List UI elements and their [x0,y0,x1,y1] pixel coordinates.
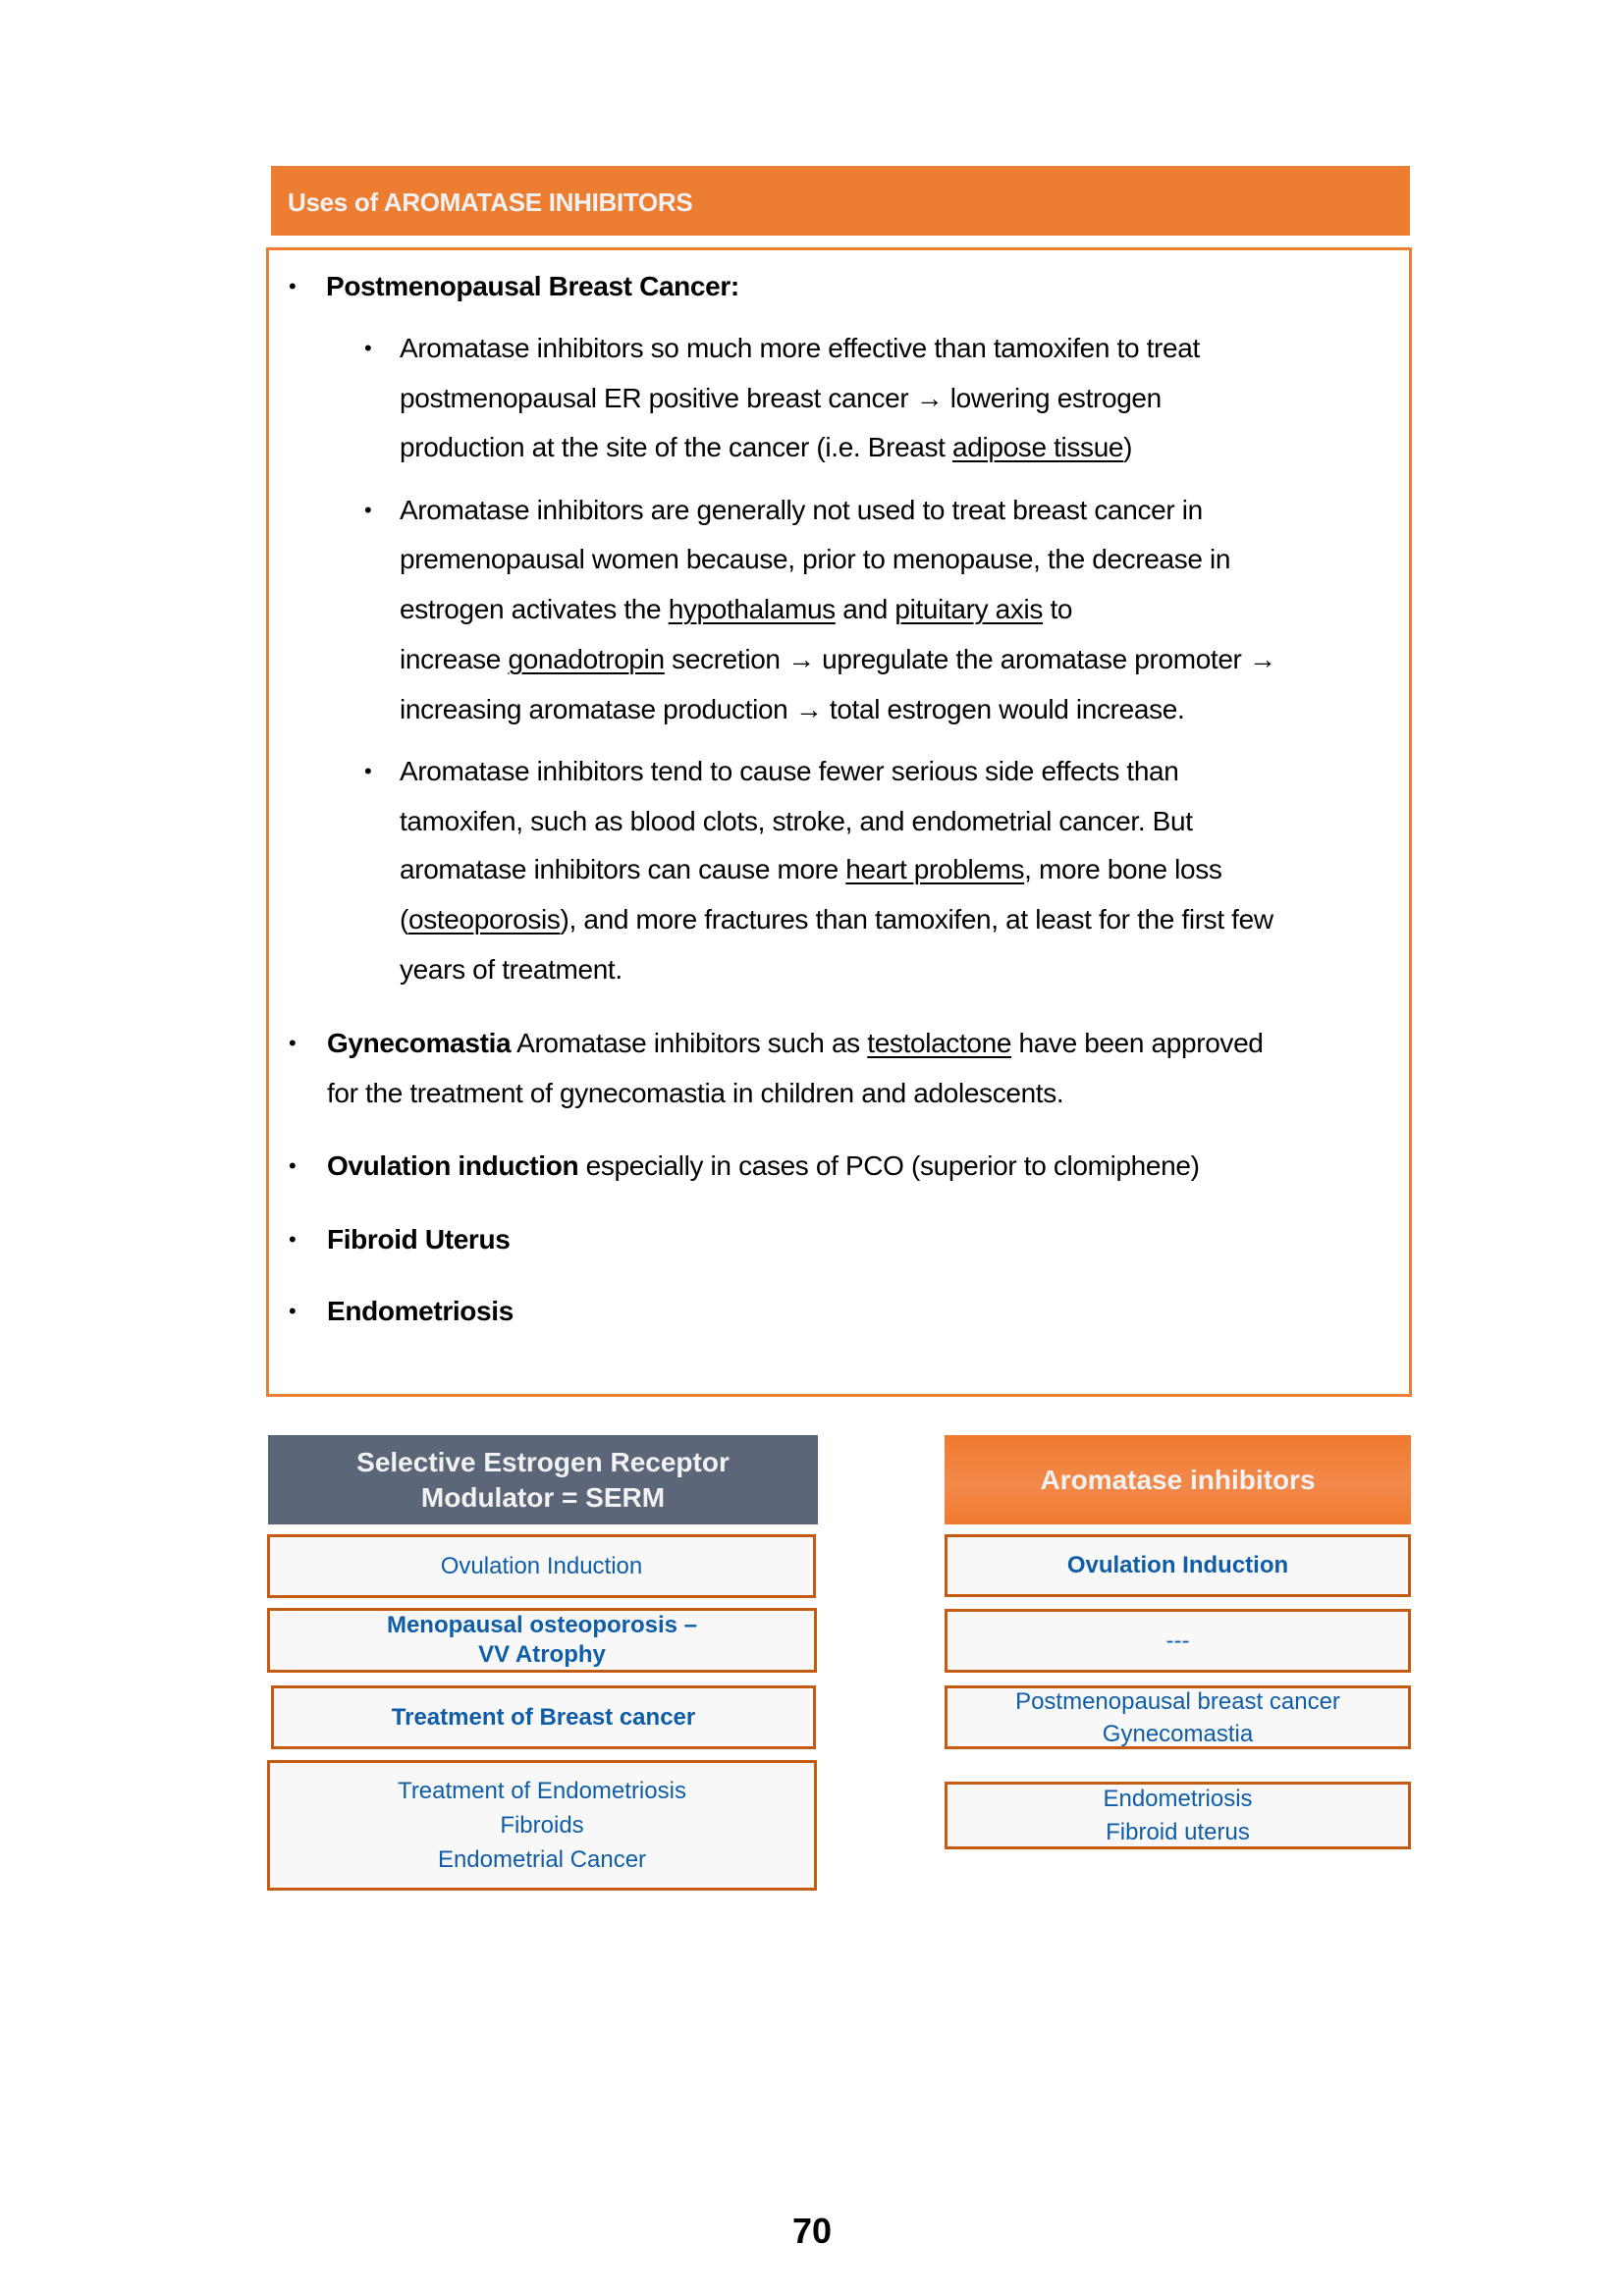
gynecomastia-line-1: Gynecomastia Aromatase inhibitors such as testolactone have been approved [327,1028,1264,1058]
sub2-line-3: estrogen activates the hypothalamus and pituitary axis to [400,594,1073,624]
ovulation-line: Ovulation induction especially in cases of PCO (superior to clomiphene) [327,1150,1200,1181]
bullet-icon: • [289,1153,297,1178]
sub1-line-3: production at the site of the cancer (i.e. Breast adipose tissue) [400,432,1133,462]
ai-cell-breast-cancer: Postmenopausal breast cancer Gynecomastia [945,1685,1411,1749]
aromatase-header-title: Aromatase inhibitors [1040,1464,1316,1495]
sub-bullet-icon: • [364,498,372,522]
sub2-line-2: premenopausal women because, prior to menopause, the decrease in [400,544,1231,574]
bullet-icon: • [289,274,297,298]
link-gonadotropin[interactable]: gonadotropin [508,644,665,674]
arrow-right-icon: → [1248,644,1276,674]
heading-ovulation-induction: Ovulation induction [327,1150,579,1181]
sub3-line-2: tamoxifen, such as blood clots, stroke, and endometrial cancer. But [400,806,1193,836]
serm-column-header [268,1435,818,1524]
serm-header-line-2: Modulator = SERM [420,1481,666,1513]
sub1-line-2: postmenopausal ER positive breast cancer → lowering estrogen [400,383,1162,413]
sub2-line-4: increase gonadotropin secretion → upregulate the aromatase promoter → [400,644,1276,674]
serm-cell-ovulation: Ovulation Induction [267,1534,816,1598]
heading-gynecomastia: Gynecomastia [327,1028,512,1058]
ai-cell-ovulation: Ovulation Induction [945,1534,1411,1597]
link-pituitary-axis[interactable]: pituitary axis [894,594,1044,624]
page-number: 70 [791,2211,833,2251]
heading-endometriosis: Endometriosis [327,1296,514,1326]
sub3-line-5: years of treatment. [400,954,623,985]
link-adipose-tissue[interactable]: adipose tissue [952,432,1124,462]
section-header [271,166,1410,236]
sub3-line-4: (osteoporosis), and more fractures than tamoxifen, at least for the first few [400,904,1273,934]
serm-header-line-1: Selective Estrogen Receptor [356,1446,730,1477]
arrow-right-icon: → [915,383,944,413]
bullet-icon: • [289,1031,297,1055]
link-heart-problems[interactable]: heart problems [845,854,1025,884]
aromatase-column-header [945,1435,1411,1524]
sub-bullet-icon: • [364,336,372,360]
sub3-line-3: aromatase inhibitors can cause more heart problems, more bone loss [400,854,1222,884]
arrow-right-icon: → [794,694,823,724]
bullet-icon: • [289,1227,297,1252]
link-testolactone[interactable]: testolactone [867,1028,1012,1058]
heading-fibroid-uterus: Fibroid Uterus [327,1224,511,1255]
sub2-line-5: increasing aromatase production → total estrogen would increase. [400,694,1185,724]
arrow-right-icon: → [787,644,815,674]
sub-bullet-icon: • [364,759,372,783]
sub1-line-1: Aromatase inhibitors so much more effective than tamoxifen to treat [400,333,1200,363]
ai-cell-endometriosis: Endometriosis Fibroid uterus [945,1782,1411,1849]
bullet-icon: • [289,1299,297,1323]
sub3-line-1: Aromatase inhibitors tend to cause fewer serious side effects than [400,756,1179,786]
sub2-line-1: Aromatase inhibitors are generally not used to treat breast cancer in [400,495,1203,525]
serm-cell-endometriosis: Treatment of Endometriosis Fibroids Endometrial Cancer [267,1760,817,1891]
section-title: Uses of AROMATASE INHIBITORS [288,187,693,217]
link-hypothalamus[interactable]: hypothalamus [668,594,836,624]
link-osteoporosis[interactable]: osteoporosis [407,904,561,934]
gynecomastia-line-2: for the treatment of gynecomastia in children and adolescents. [327,1078,1064,1108]
serm-cell-osteoporosis: Menopausal osteoporosis – VV Atrophy [267,1608,817,1673]
heading-breast-cancer: Postmenopausal Breast Cancer: [326,271,739,301]
ai-cell-empty: --- [945,1609,1411,1673]
serm-cell-breast-cancer: Treatment of Breast cancer [271,1685,816,1749]
